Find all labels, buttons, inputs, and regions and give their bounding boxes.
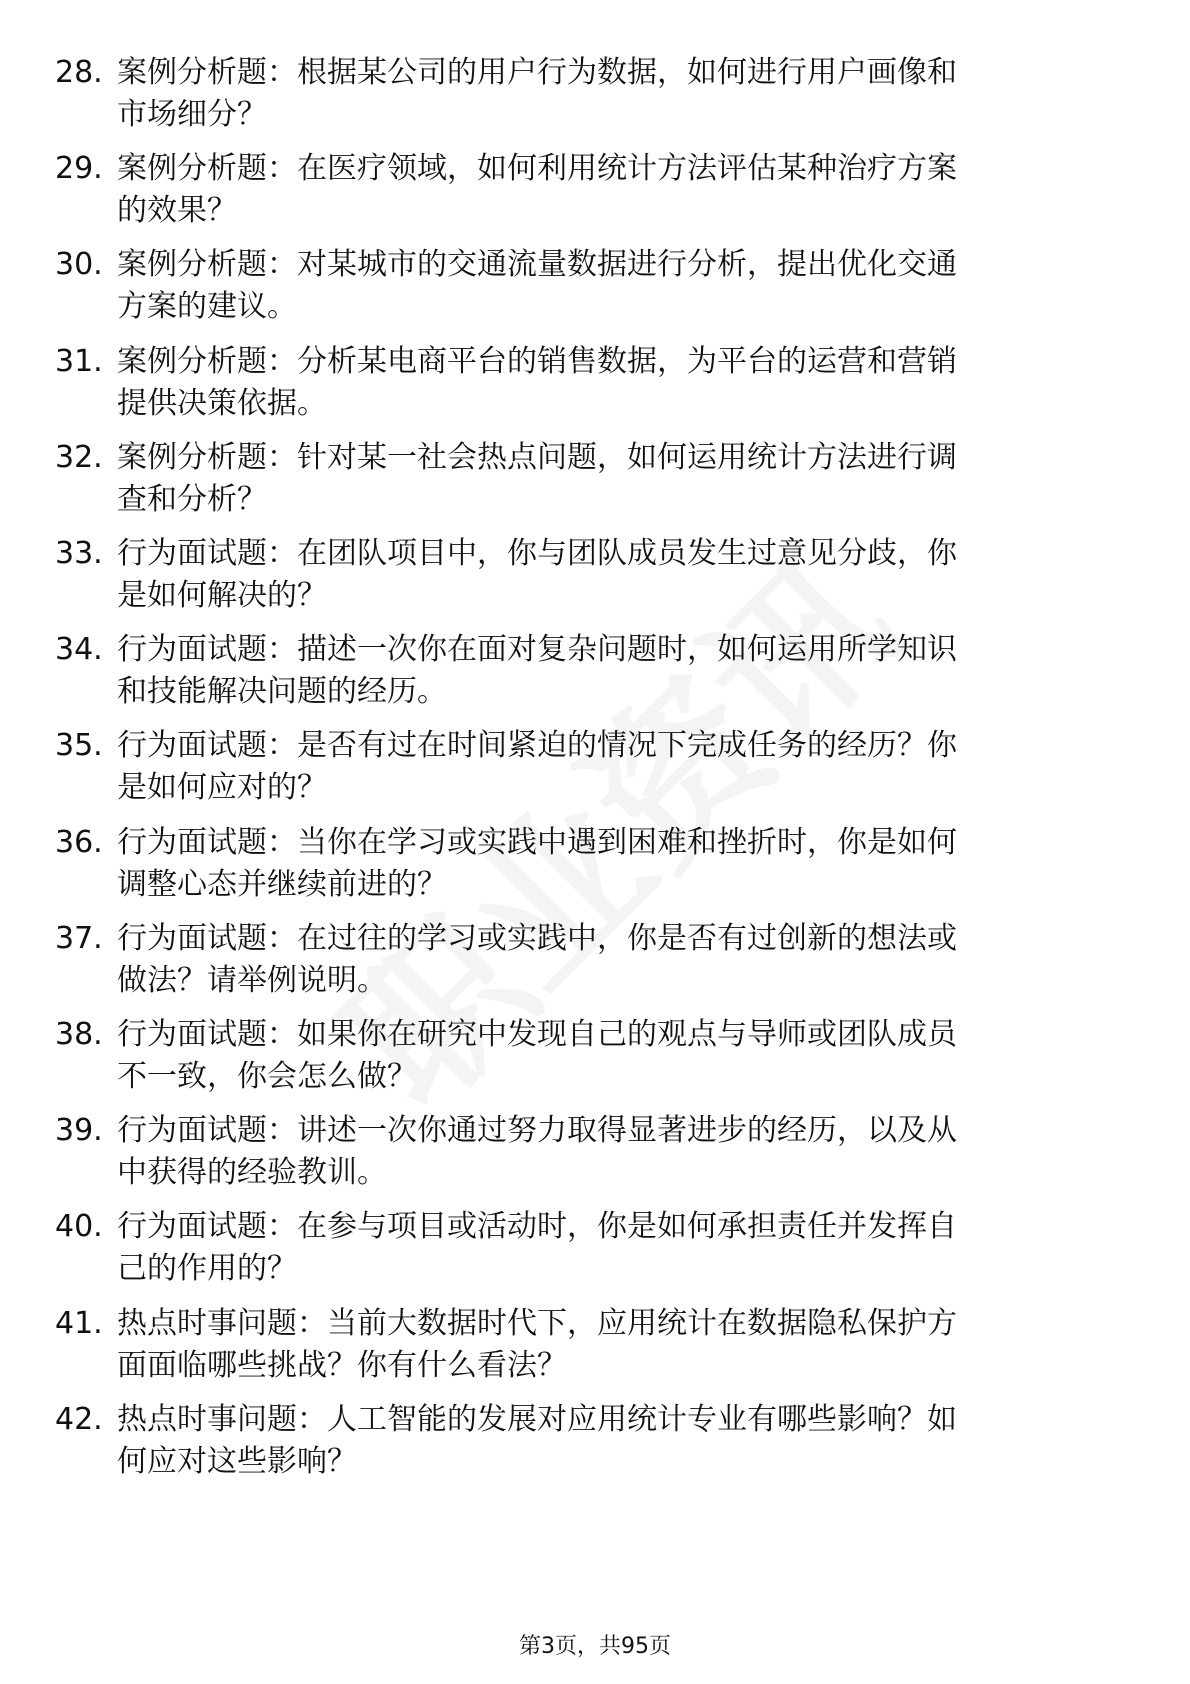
- item-text-line: 行为面试题：在参与项目或活动时，你是如何承担责任并发挥自: [117, 1209, 957, 1245]
- list-item: [0, 1303, 1190, 1393]
- item-text: [117, 437, 1047, 521]
- item-text-line: 不一致，你会怎么做？: [117, 1059, 417, 1094]
- item-number: 33.: [55, 536, 103, 571]
- list-item: [0, 918, 1190, 1008]
- item-text: [117, 244, 1047, 328]
- item-text: [117, 1014, 1047, 1098]
- list-item: [0, 1110, 1190, 1200]
- item-text-line: 面面临哪些挑战？你有什么看法？: [117, 1347, 567, 1383]
- item-text: [117, 725, 1047, 809]
- item-text: [117, 918, 1047, 1002]
- item-text-line: 的效果？: [117, 193, 237, 229]
- item-text-line: 和技能解决问题的经历。: [117, 674, 447, 710]
- list-item: [0, 533, 1190, 623]
- item-text-line: 行为面试题：在团队项目中，你与团队成员发生过意见分歧，你: [117, 536, 957, 571]
- item-text-line: 何应对这些影响？: [117, 1443, 357, 1479]
- item-number: 32.: [55, 439, 103, 475]
- item-number: 38.: [55, 1017, 103, 1052]
- list-item: [0, 629, 1190, 719]
- item-number: 40.: [55, 1209, 103, 1245]
- list-item: [0, 725, 1190, 815]
- item-text-line: 己的作用的？: [117, 1251, 297, 1287]
- item-number: 31.: [55, 343, 103, 379]
- item-text-line: 案例分析题：针对某一社会热点问题，如何运用统计方法进行调: [117, 439, 957, 475]
- item-number: 36.: [55, 824, 103, 860]
- list-item: [0, 341, 1190, 431]
- item-text: [117, 1206, 1047, 1290]
- item-number: 39.: [55, 1113, 103, 1149]
- item-text-line: 行为面试题：讲述一次你通过努力取得显著进步的经历，以及从: [117, 1113, 957, 1149]
- item-text-line: 提供决策依据。: [117, 385, 327, 421]
- list-item: [0, 437, 1190, 527]
- item-number: 41.: [55, 1305, 103, 1341]
- item-number: 28.: [55, 55, 103, 90]
- list-item: [0, 148, 1190, 238]
- item-text-line: 是如何解决的？: [117, 578, 327, 613]
- item-text: [117, 341, 1047, 425]
- item-text: [117, 629, 1047, 713]
- page-footer: 第3页，共95页: [519, 1634, 671, 1659]
- item-text: [117, 822, 1047, 906]
- item-number: 35.: [55, 728, 103, 764]
- item-text-line: 行为面试题：在过往的学习或实践中，你是否有过创新的想法或: [117, 920, 957, 956]
- item-text-line: 做法？请举例说明。: [117, 962, 387, 998]
- item-text-line: 行为面试题：描述一次你在面对复杂问题时，如何运用所学知识: [117, 632, 957, 668]
- item-text-line: 方案的建议。: [117, 289, 297, 325]
- item-text-line: 案例分析题：分析某电商平台的销售数据，为平台的运营和营销: [117, 343, 957, 379]
- item-text-line: 行为面试题：是否有过在时间紧迫的情况下完成任务的经历？你: [117, 728, 957, 764]
- item-text-line: 市场细分？: [117, 97, 267, 132]
- item-text: [117, 533, 1047, 617]
- item-number: 42.: [55, 1401, 103, 1437]
- item-text: [117, 52, 1047, 136]
- list-item: [0, 1399, 1190, 1489]
- item-text-line: 是如何应对的？: [117, 770, 327, 806]
- item-text-line: 查和分析？: [117, 481, 267, 517]
- item-text-line: 行为面试题：如果你在研究中发现自己的观点与导师或团队成员: [117, 1017, 957, 1052]
- item-text-line: 中获得的经验教训。: [117, 1155, 387, 1191]
- item-text-line: 行为面试题：当你在学习或实践中遇到困难和挫折时，你是如何: [117, 824, 957, 860]
- item-text-line: 案例分析题：对某城市的交通流量数据进行分析，提出优化交通: [117, 247, 957, 283]
- list-item: [0, 1014, 1190, 1104]
- item-number: 30.: [55, 247, 103, 283]
- item-text-line: 调整心态并继续前进的？: [117, 866, 447, 902]
- item-text: [117, 1399, 1047, 1483]
- list-item: [0, 52, 1190, 142]
- item-number: 37.: [55, 920, 103, 956]
- item-text-line: 案例分析题：根据某公司的用户行为数据，如何进行用户画像和: [117, 55, 957, 90]
- item-text: [117, 1110, 1047, 1194]
- item-text-line: 热点时事问题：当前大数据时代下，应用统计在数据隐私保护方: [117, 1305, 957, 1341]
- item-text: [117, 1303, 1047, 1387]
- item-number: 29.: [55, 151, 103, 187]
- item-text-line: 案例分析题：在医疗领域，如何利用统计方法评估某种治疗方案: [117, 151, 957, 187]
- list-item: [0, 822, 1190, 912]
- list-item: [0, 244, 1190, 334]
- item-text: [117, 148, 1047, 232]
- item-number: 34.: [55, 632, 103, 668]
- item-text-line: 热点时事问题：人工智能的发展对应用统计专业有哪些影响？如: [117, 1401, 957, 1437]
- list-item: [0, 1206, 1190, 1296]
